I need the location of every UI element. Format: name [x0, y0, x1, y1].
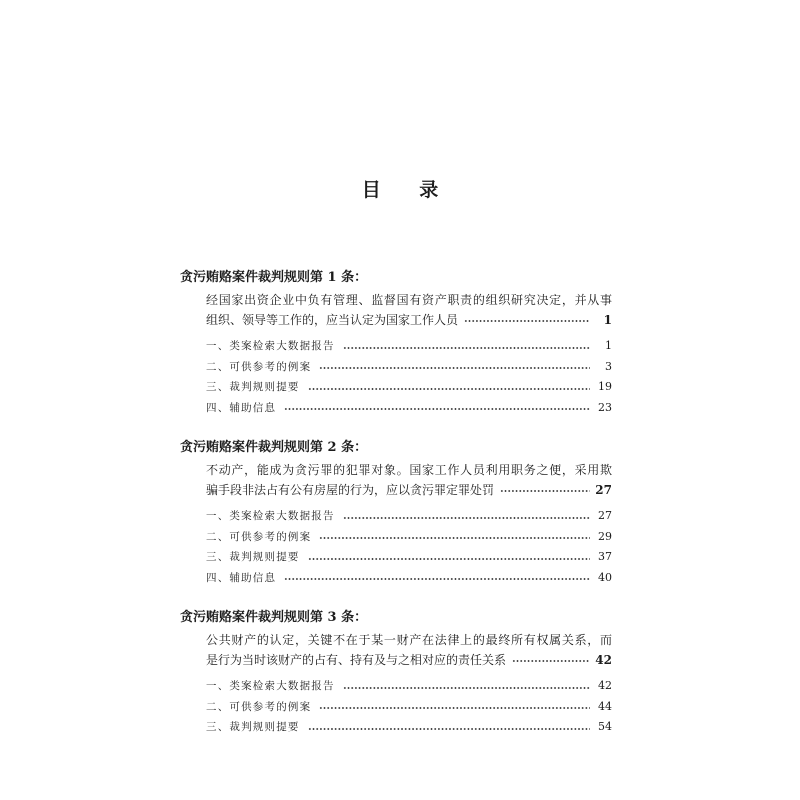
entry-label: 四、辅助信息 — [206, 571, 277, 584]
toc-section-3 — [180, 608, 612, 738]
entry-label: 一、类案检索大数据报告 — [206, 510, 335, 522]
toc-entry — [206, 547, 612, 568]
dot-leader — [319, 527, 590, 548]
rule-text-line — [206, 480, 612, 500]
dot-leader — [319, 697, 590, 718]
rule-text-line: 经国家出资企业中负有管理、监督国有资产职责的组织研究决定，并从事 — [206, 293, 612, 307]
dot-leader — [464, 310, 590, 330]
page-number: 42 — [595, 653, 612, 667]
section-heading: 贪污贿赂案件裁判规则第 1 条： — [180, 270, 368, 285]
toc-entry — [206, 527, 612, 548]
page-number: 27 — [595, 483, 612, 497]
page-number: 3 — [605, 359, 612, 373]
entry-label: 三、裁判规则提要 — [206, 551, 300, 563]
page-number: 23 — [598, 400, 612, 414]
page-number: 37 — [598, 550, 612, 563]
dot-leader — [500, 480, 590, 500]
section-heading: 贪污贿赂案件裁判规则第 3 条： — [180, 610, 368, 625]
dot-leader — [308, 717, 590, 738]
rule-text-line-end: 骗手段非法占有公有房屋的行为，应以贪污罪定罪处罚 — [206, 483, 495, 497]
page-number: 27 — [598, 509, 612, 522]
page-number: 40 — [598, 570, 612, 584]
page-number: 1 — [605, 339, 612, 352]
toc-entry — [206, 676, 612, 697]
toc-entry — [206, 377, 612, 398]
entry-label: 四、辅助信息 — [206, 401, 277, 414]
toc-entry — [206, 398, 612, 419]
toc-entry-list — [206, 336, 612, 418]
entry-label: 二、可供参考的例案 — [206, 700, 312, 713]
dot-leader — [284, 398, 590, 419]
dot-leader — [308, 377, 590, 398]
rule-text-line-end: 组织、领导等工作的，应当认定为国家工作人员 — [206, 313, 459, 327]
page-number: 19 — [598, 380, 612, 393]
dot-leader — [343, 506, 590, 527]
page-number: 44 — [598, 699, 612, 713]
entry-label: 二、可供参考的例案 — [206, 360, 312, 373]
toc-section-2 — [180, 438, 612, 588]
page-number: 29 — [598, 529, 612, 543]
dot-leader — [319, 357, 590, 378]
rule-text — [206, 630, 612, 670]
toc-section-1 — [180, 268, 612, 418]
toc-entry — [206, 357, 612, 378]
toc-entry-list — [206, 506, 612, 588]
toc-entry — [206, 568, 612, 589]
toc-entry — [206, 717, 612, 738]
toc-entry — [206, 506, 612, 527]
entry-label: 一、类案检索大数据报告 — [206, 680, 335, 692]
dot-leader — [308, 547, 590, 568]
dot-leader — [512, 650, 590, 670]
entry-label: 一、类案检索大数据报告 — [206, 340, 335, 352]
toc-title: 目 录 — [361, 179, 455, 201]
toc-entry-list — [206, 676, 612, 738]
rule-text-line — [206, 310, 612, 330]
rule-text-line: 公共财产的认定，关键不在于某一财产在法律上的最终所有权属关系，而 — [206, 633, 612, 647]
dot-leader — [343, 336, 590, 357]
toc-entry — [206, 697, 612, 718]
toc-entry — [206, 336, 612, 357]
rule-text-line — [206, 650, 612, 670]
page-number: 42 — [598, 679, 612, 692]
rule-text-line-end: 是行为当时该财产的占有、持有及与之相对应的责任关系 — [206, 653, 507, 667]
section-heading: 贪污贿赂案件裁判规则第 2 条： — [180, 440, 368, 455]
entry-label: 三、裁判规则提要 — [206, 381, 300, 393]
rule-text — [206, 460, 612, 500]
page-number: 54 — [598, 720, 612, 733]
dot-leader — [284, 568, 590, 589]
entry-label: 三、裁判规则提要 — [206, 721, 300, 733]
rule-text-line: 不动产，能成为贪污罪的犯罪对象。国家工作人员利用职务之便，采用欺 — [206, 463, 612, 477]
rule-text — [206, 290, 612, 330]
dot-leader — [343, 676, 590, 697]
page-number: 1 — [603, 313, 612, 327]
entry-label: 二、可供参考的例案 — [206, 530, 312, 543]
